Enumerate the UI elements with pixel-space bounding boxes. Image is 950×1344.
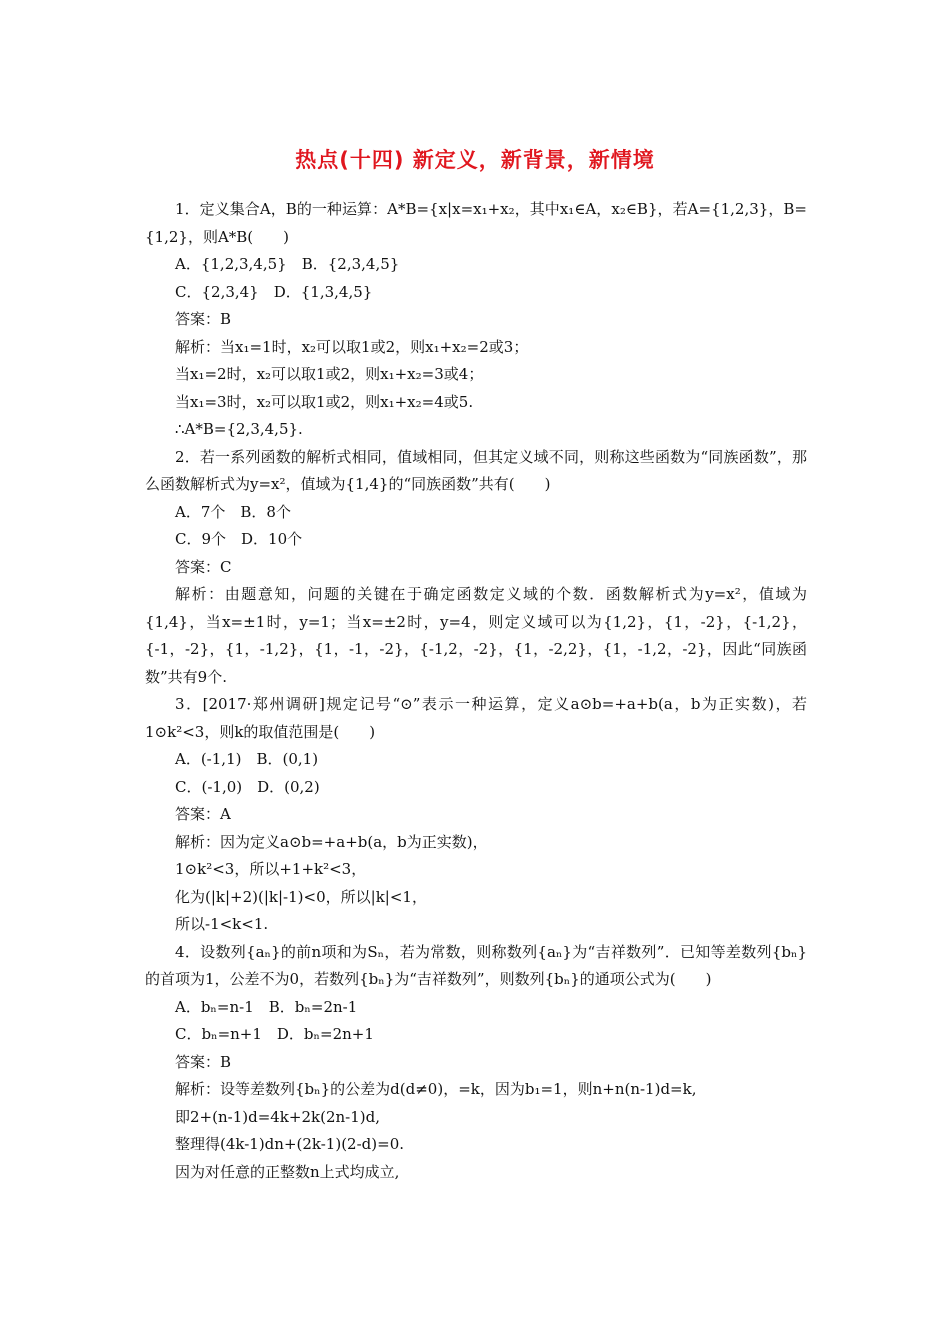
paragraph: ∴A*B={2,3,4,5}. xyxy=(175,420,303,438)
paragraph: 当x₁=3时，x₂可以取1或2，则x₁+x₂=4或5. xyxy=(175,392,474,411)
paragraph: 答案：B xyxy=(175,1052,232,1071)
paragraph: 1⊙k²<3，所以+1+k²<3， xyxy=(175,860,367,878)
paragraph: 整理得(4k-1)dn+(2k-1)(2-d)=0. xyxy=(175,1135,404,1153)
paragraph: C．bₙ=n+1 D．bₙ=2n+1 xyxy=(175,1025,374,1043)
paragraph: 解析：设等差数列{bₙ}的公差为d(d≠0)，=k，因为b₁=1，则n+n(n-1)d=k, xyxy=(175,1080,697,1098)
document-body xyxy=(145,196,807,1186)
page-title: 热点(十四) 新定义，新背景，新情境 xyxy=(295,148,655,172)
paragraph: 解析：因为定义a⊙b=+a+b(a，b为正实数)， xyxy=(175,832,488,851)
paragraph: 答案：A xyxy=(175,805,231,823)
paragraph: 2．若一系列函数的解析式相同，值域相同，但其定义域不同，则称这些函数为“同族函数”，那么函数解析式为y=x²，值域为{1,4}的“同族函数”共有( ) xyxy=(145,447,807,493)
paragraph: 因为对任意的正整数n上式均成立, xyxy=(175,1162,400,1181)
paragraph: A．{1,2,3,4,5} B．{2,3,4,5} xyxy=(175,255,400,273)
paragraph: 解析：当x₁=1时，x₂可以取1或2，则x₁+x₂=2或3； xyxy=(175,337,529,356)
paragraph: A．7个 B．8个 xyxy=(175,502,291,521)
paragraph: 答案：C xyxy=(175,557,232,576)
paragraph: C．9个 D．10个 xyxy=(175,530,303,548)
paragraph: 1．定义集合A，B的一种运算：A*B={x|x=x₁+x₂，其中x₁∈A，x₂∈B}，若A={1,2,3}，B={1,2}，则A*B( ) xyxy=(145,200,807,246)
paragraph: 4．设数列{aₙ}的前n项和为Sₙ，若为常数，则称数列{aₙ}为“吉祥数列”．已知等差数列{bₙ}的首项为1，公差不为0，若数列{bₙ}为“吉祥数列”，则数列{bₙ}的通项公式为( ) xyxy=(145,942,807,988)
paragraph: 答案：B xyxy=(175,310,232,328)
paragraph: C．{2,3,4} D．{1,3,4,5} xyxy=(175,282,373,301)
paragraph: 化为(|k|+2)(|k|-1)<0，所以|k|<1， xyxy=(175,887,427,906)
paragraph: A．bₙ=n-1 B．bₙ=2n-1 xyxy=(175,997,358,1016)
paragraph: 当x₁=2时，x₂可以取1或2，则x₁+x₂=3或4； xyxy=(175,365,484,383)
paragraph: 即2+(n-1)d=4k+2k(2n-1)d, xyxy=(175,1107,380,1126)
paragraph: C．(-1,0) D．(0,2) xyxy=(175,777,320,796)
paragraph: 3．[2017·郑州调研]规定记号“⊙”表示一种运算，定义a⊙b=+a+b(a，b为正实数)，若1⊙k²<3，则k的取值范围是( ) xyxy=(145,695,807,741)
paragraph: 所以-1<k<1. xyxy=(175,915,269,933)
paragraph: 解析：由题意知，问题的关键在于确定函数定义域的个数．函数解析式为y=x²，值域为{1,4}，当x=±1时，y=1；当x=±2时，y=4，则定义域可以为{1,2}，{1，-2}，{-1,2}，{-1，-2}，{1，-1,2}，{1，-1，-2}，{-1,2，-2}，{1，-2,2}，{1，-1,2，-2}，因此“同族函数”共有9个. xyxy=(145,585,807,686)
paragraph: A．(-1,1) B．(0,1) xyxy=(175,750,319,768)
